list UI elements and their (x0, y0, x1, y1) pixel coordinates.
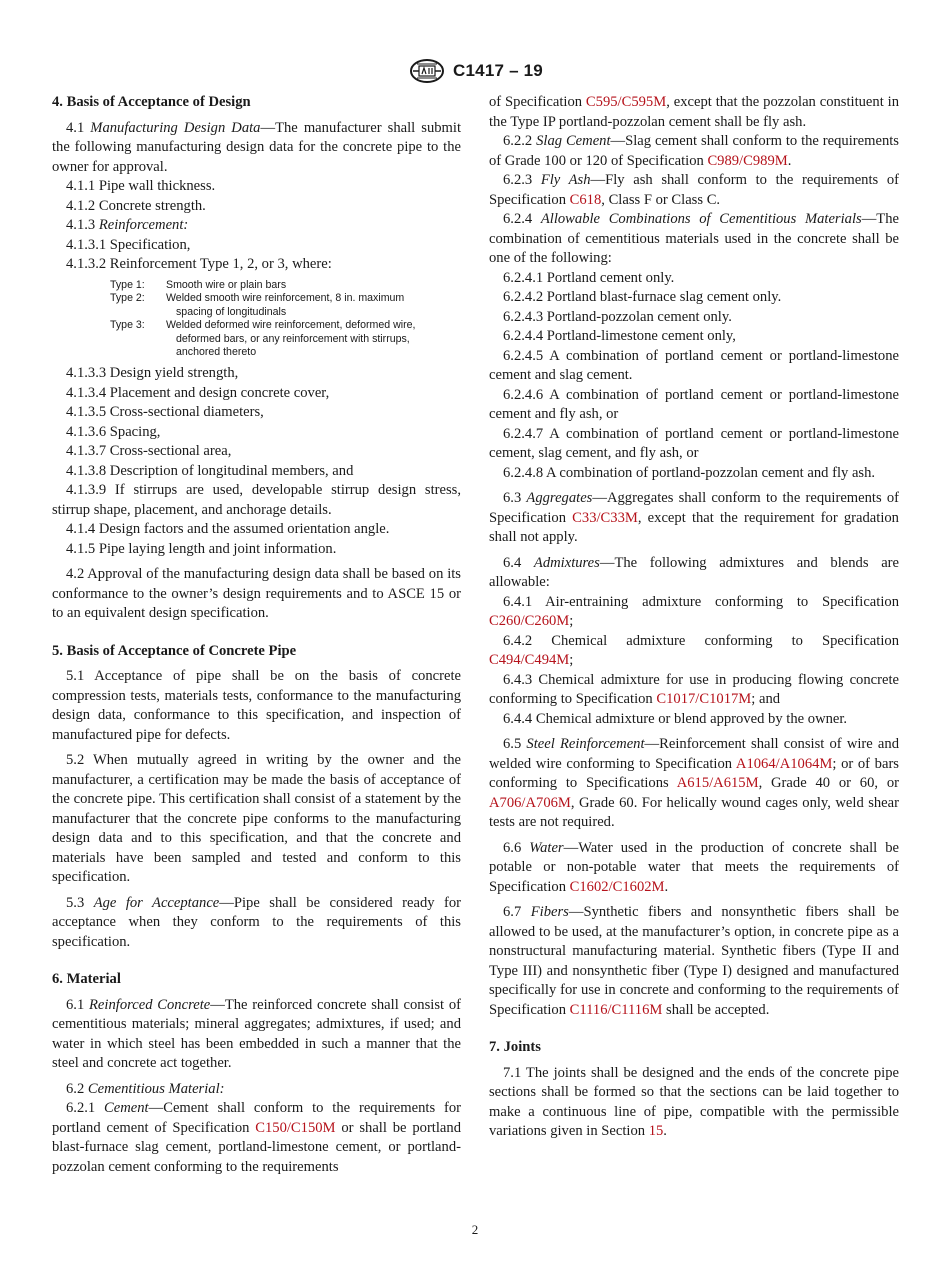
para-6-2-4-7: 6.2.4.7 A combination of portland cement or portland-limestone cement, slag cement, and fly ash, or (489, 425, 899, 461)
link-c494[interactable]: C494/C494M (489, 652, 570, 668)
para-6-2-4-3: 6.2.4.3 Portland-pozzolan cement only. (503, 308, 732, 325)
para-6-3: 6.3 Aggregates—Aggregates shall conform to the requirements of Specification C33/C33M, except that the requirement for gradation shall not apply. (489, 490, 899, 545)
para-4-1-5: 4.1.5 Pipe laying length and joint information. (66, 540, 337, 557)
para-6-2-4: 6.2.4 Allowable Combinations of Cementitious Materials—The combination of cementitious materials used in the concrete shall be one of the following: (489, 211, 899, 266)
page-number: 2 (471, 1222, 479, 1237)
para-5-1: 5.1 Acceptance of pipe shall be on the basis of concrete compression tests, materials tests, conformance to the manufacturing design data, conformance to this specification, and inspection of manufactured pipe for defects. (52, 668, 461, 743)
para-6-4: 6.4 Admixtures—The following admixtures and blends are allowable: (489, 554, 900, 590)
section-6-heading: 6. Material (52, 971, 121, 988)
link-a615[interactable]: A615/A615M (676, 775, 759, 791)
para-6-4-4: 6.4.4 Chemical admixture or blend approved by the owner. (503, 710, 848, 727)
para-6-4-2: 6.4.2 Chemical admixture conforming to Specification C494/C494M; (489, 632, 899, 668)
link-a1064[interactable]: A1064/A1064M (735, 755, 833, 772)
link-a706[interactable]: A706/A706M (489, 794, 571, 811)
type-1-row: Type 1: Smooth wire or plain bars (110, 278, 287, 291)
para-6-2-2: 6.2.2 Slag Cement—Slag cement shall conform to the requirements of Grade 100 or 120 of Specification C989/C989M. (489, 133, 899, 169)
para-6-2-4-1: 6.2.4.1 Portland cement only. (503, 269, 675, 286)
link-c150[interactable]: C150/C150M (255, 1119, 336, 1136)
para-6-2-4-5: 6.2.4.5 A combination of portland cement or portland-limestone cement and slag cement. (489, 347, 899, 383)
section-4-heading: 4. Basis of Acceptance of Design (52, 94, 251, 110)
para-6-5: 6.5 Steel Reinforcement—Reinforcement shall consist of wire and welded wire conforming to Specification A1064/A1064M; or of bars conforming to Specifications A615/A615M, Grade 40 or 60, or A706/A706M, Grade 60. For helically wound cages only, weld shear tests are not required. (489, 736, 899, 830)
link-c618[interactable]: C618 (569, 191, 602, 208)
para-4-1-3-8: 4.1.3.8 Description of longitudinal members, and (66, 462, 354, 479)
para-6-2-1: 6.2.1 Cement—Cement shall conform to the requirements for portland cement of Specification C150/C150M or shall be portland blast-furnace slag cement, portland-limestone cement, or portland-pozzolan cement conforming to the requirements (52, 1100, 461, 1175)
para-4-1-3-6: 4.1.3.6 Spacing, (66, 423, 161, 440)
para-4-1-3-1: 4.1.3.1 Specification, (66, 236, 191, 253)
para-6-6: 6.6 Water—Water used in the production of concrete shall be potable or non-potable water that meets the requirements of Specification C1602/C1602M. (489, 839, 900, 895)
para-6-2-1-continued: of Specification C595/C595M, except that the pozzolan constituent in the Type IP portland-pozzolan cement shall be fly ash. (489, 94, 899, 130)
para-5-3: 5.3 Age for Acceptance—Pipe shall be considered ready for acceptance when they conform to the requirements of this specification. (52, 894, 462, 950)
para-6-7: 6.7 Fibers—Synthetic fibers and nonsynthetic fibers shall be allowed to be used, at the manufacturer’s option, in concrete pipe as a nonstructural manufacturing material. Synthetic fibers (Type II and Type III) and nonsynthetic fiber (Type I) designed and manufactured specifically for use in concrete and conforming to the requirements of Specification C1116/C1116M shall be accepted. (489, 904, 900, 1018)
para-7-1: 7.1 The joints shall be designed and the ends of the concrete pipe sections shall be formed so that the sections can be laid together to make a continuous line of pipe, compatible with the permissible variations given in Section 15. (489, 1064, 899, 1139)
para-4-1-3-3: 4.1.3.3 Design yield strength, (66, 365, 239, 382)
link-c595[interactable]: C595/C595M (585, 94, 667, 110)
type-3-row: Type 3: Welded deformed wire reinforcement, deformed wire, deformed bars, or any reinforcement with stirrups, anchored thereto (110, 319, 416, 359)
para-4-1-3-5: 4.1.3.5 Cross-sectional diameters, (66, 404, 264, 421)
para-4-1-3-2: 4.1.3.2 Reinforcement Type 1, 2, or 3, where: (66, 256, 332, 272)
para-4-1-2: 4.1.2 Concrete strength. (66, 197, 206, 214)
right-column (489, 93, 899, 1142)
link-c1116[interactable]: C1116/C1116M (569, 1001, 663, 1018)
para-6-1: 6.1 Reinforced Concrete—The reinforced concrete shall consist of cementitious materials; mineral aggregates; admixtures, if used; and water in which steel has been embedded in such a manner that the steel and concrete act together. (52, 996, 461, 1072)
document-designation: C1417 – 19 (453, 61, 543, 80)
para-4-2: 4.2 Approval of the manufacturing design data shall be based on its conformance to the owner’s design requirements and to ASCE 15 or to an equivalent design specification. (52, 566, 461, 622)
link-section-15[interactable]: 15 (648, 1123, 664, 1139)
para-4-1-3-7: 4.1.3.7 Cross-sectional area, (66, 443, 232, 460)
para-4-1-3-9: 4.1.3.9 If stirrups are used, developable stirrup design stress, stirrup shape, placement, and anchorage details. (52, 482, 461, 518)
link-c989[interactable]: C989/C989M (707, 152, 788, 169)
para-4-1-4: 4.1.4 Design factors and the assumed orientation angle. (66, 521, 390, 538)
para-6-4-1: 6.4.1 Air-entraining admixture conforming to Specification C260/C260M; (489, 593, 899, 629)
type-2-row: Type 2: Welded smooth wire reinforcement, 8 in. maximum spacing of longitudinals (110, 292, 405, 318)
para-4-1-3: 4.1.3 Reinforcement: (66, 217, 189, 233)
para-6-2: 6.2 Cementitious Material: (66, 1080, 225, 1097)
para-6-2-4-8: 6.2.4.8 A combination of portland-pozzolan cement and fly ash. (503, 464, 876, 481)
para-6-2-4-2: 6.2.4.2 Portland blast-furnace slag cement only. (503, 289, 782, 305)
para-4-1: 4.1 Manufacturing Design Data—The manufacturer shall submit the following manufacturing design data for the concrete pipe to the owner for approval. (52, 119, 461, 175)
para-4-1-3-4: 4.1.3.4 Placement and design concrete cover, (66, 384, 330, 401)
reinforcement-types-list (110, 279, 461, 361)
para-4-1-1: 4.1.1 Pipe wall thickness. (66, 178, 216, 194)
astm-logo-icon (407, 58, 447, 84)
link-c33[interactable]: C33/C33M (572, 509, 638, 526)
link-c1017[interactable]: C1017/C1017M (656, 691, 752, 707)
link-c1602[interactable]: C1602/C1602M (569, 878, 665, 895)
section-7-heading: 7. Joints (489, 1039, 541, 1055)
para-5-2: 5.2 When mutually agreed in writing by the owner and the manufacturer, a certification may be made the basis of acceptance of the concrete pipe. This certification shall consist of a statement by the manufacturer that the concrete pipe conforms to the manufacturing design data and to this specification, and that the concrete and materials have been sampled and tested and conform to this specification. (52, 752, 461, 886)
para-6-4-3: 6.4.3 Chemical admixture for use in producing flowing concrete conforming to Specification C1017/C1017M; and (489, 671, 899, 707)
para-6-2-4-4: 6.2.4.4 Portland-limestone cement only, (503, 328, 736, 344)
para-6-2-4-6: 6.2.4.6 A combination of portland cement or portland-limestone cement and fly ash, or (489, 386, 899, 422)
page-header (0, 56, 950, 86)
para-6-2-3: 6.2.3 Fly Ash—Fly ash shall conform to the requirements of Specification C618, Class F or Class C. (489, 172, 900, 208)
left-column (52, 93, 461, 1177)
link-c260[interactable]: C260/C260M (489, 613, 570, 629)
section-5-heading: 5. Basis of Acceptance of Concrete Pipe (52, 642, 297, 659)
